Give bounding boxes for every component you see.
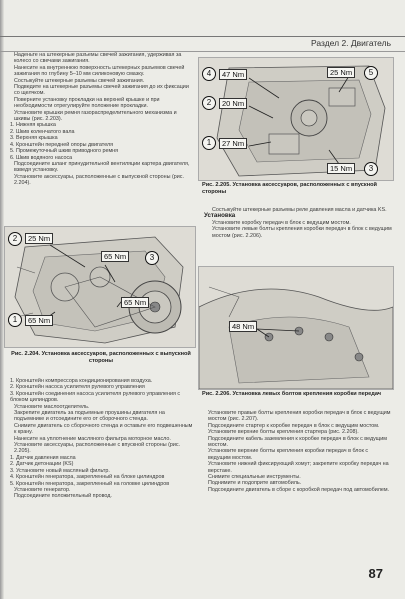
paragraph: Установите нижний фиксирующий хомут; закрепите коробку передач на верстаке. (208, 461, 389, 474)
torque-label: 48 Nm (229, 321, 257, 332)
list-item: 2. Шкив коленчатого вала (10, 128, 75, 135)
paragraph: Поднимите и подоприте автомобиль. (208, 480, 302, 487)
list-item: 3. Установите новый масляный фильтр. (10, 467, 110, 474)
figure-2-204-caption: Рис. 2.204. Установка аксессуаров, расположенных с выпускной стороны (11, 351, 191, 364)
torque-label: 25 Nm (327, 67, 355, 78)
paragraph: Установите аксессуары, расположенные с выпускной стороны (рис. 2.204). (14, 173, 184, 187)
paragraph: Подсоедините кабель заземления к коробке передач в блок с ведущим мостом. (208, 435, 387, 449)
torque-label: 65 Nm (101, 251, 129, 262)
paragraph: Установите аксессуары, расположенные с впускной стороны (рис. 2.205). (14, 442, 181, 455)
list-item: 1. Датчик давления масла (10, 454, 76, 461)
paragraph: Состыкуйте штекерные разъемы реле давления масла и датчика KS. (212, 207, 387, 213)
torque-label: 47 Nm (219, 69, 247, 80)
torque-label: 27 Nm (219, 138, 247, 149)
list-item: 2. Датчик детонации (KS) (10, 461, 74, 468)
torque-label: 25 Nm (25, 233, 53, 244)
marker-4: 4 (202, 67, 216, 81)
list-item: 1. Кронштейн компрессора кондиционирования воздуха. (10, 378, 153, 384)
engine-exhaust-side-drawing (5, 227, 195, 347)
left-bottom-text (6, 378, 194, 500)
torque-label: 15 Nm (327, 163, 355, 174)
paragraph: Поверните установку прокладки на верхней крышке и при необходимости отрегулируйте положение прокладки. (14, 96, 160, 110)
paragraph: Снимите двигатель со сборочного стенда и оставьте его подвешенным к крану. (14, 422, 193, 436)
paragraph: Подсоедините стартер к коробке передач в блок с ведущим мостом. (208, 422, 380, 429)
marker-1: 1 (8, 313, 22, 327)
list-item: 2. Кронштейн насоса усилителя рулевого управления (10, 384, 145, 391)
list-item: 3. Кронштейн соединения насоса усилителя рулевого управления с блоком цилиндров. (10, 390, 181, 404)
paragraph: Состыкуйте штекерные разъемы свечей зажигания. (14, 77, 145, 84)
paragraph: Подсоедините шланг принудительной вентиляции картера двигателя, взведя установку. (14, 160, 190, 174)
paragraph: Установите правые болты крепления коробки передач в блок с ведущим мостом (рис. 2.207). (208, 410, 391, 423)
section-title: Раздел 2. Двигатель (310, 38, 391, 48)
paragraph: Закрепите двигатель за подъемные проушины двигателя на подъемнике и отсоедините его от сборочного стенда. (14, 410, 165, 423)
paragraph: Установите крышки ремня газораспределительного механизма и шкивы (рис. 2.203). (14, 109, 177, 123)
page-header (0, 36, 405, 52)
list-item: 3. Верхняя крышка (10, 135, 58, 142)
paragraph: Установите генератор. (14, 486, 71, 493)
marker-5: 5 (364, 66, 378, 80)
figure-2-205-caption: Рис. 2.205. Установка аксессуаров, расположенных с впускной стороны (202, 182, 377, 195)
list-item: 6. Шкив водяного насоса (10, 154, 73, 161)
figure-2-206 (198, 266, 394, 390)
marker-3: 3 (145, 251, 159, 265)
paragraph: Подсоедините двигатель в сборе с коробкой передач под автомобилем. (208, 486, 390, 493)
paragraph: Нанесите на уплотнение масляного фильтра моторное масло. (14, 435, 171, 442)
paragraph: Установите верхние болты крепления коробки передач в блок с ведущим мостом. (208, 448, 369, 461)
figure-2-206-caption: Рис. 2.206. Установка левых болтов крепления коробки передач (202, 391, 382, 397)
paragraph: Установите коробку передач в блок с ведущим мостом. (212, 219, 351, 226)
right-bottom-text (200, 410, 392, 493)
figure-2-205 (198, 57, 394, 181)
paragraph: Подведите на штекерные разъемы свечей зажигания до их фиксации со щелчком. (14, 84, 189, 97)
list-item: 4. Кронштейн передней опоры двигателя (10, 141, 114, 148)
right-mid-text (204, 207, 394, 239)
list-item: 5. Промежуточный шкив приводного ремня (10, 148, 119, 155)
marker-3: 3 (364, 162, 378, 176)
list-item: 5. Кронштейн генератора, закрепленный на головке цилиндров (10, 480, 170, 487)
torque-label: 65 Nm (121, 297, 149, 308)
torque-label: 20 Nm (219, 98, 247, 109)
list-item: 4. Кронштейн генератора, закрепленный на блоке цилиндров (10, 474, 165, 481)
figure-2-204 (4, 226, 196, 348)
paragraph: Установите маслоотделитель. (14, 403, 90, 410)
left-top-text (6, 52, 194, 187)
torque-label: 65 Nm (25, 315, 53, 326)
page-number: 87 (368, 566, 383, 581)
paragraph: Установите верхние болты крепления стартера (рис. 2.208). (208, 429, 359, 436)
list-item: 1. Нижняя крышка (10, 122, 56, 129)
paragraph: Снимите специальные инструменты. (208, 474, 301, 481)
subsection-heading: Установка (204, 212, 236, 220)
paragraph: Наденьте на штекерные разъемы свечей зажигания, удерживая за колесо со свечами зажигания. (14, 52, 182, 65)
paragraph: Установите левые болты крепления коробки передач в блок с ведущим мостом (рис. 2.206). (212, 226, 392, 239)
paragraph: Нанесите на внутреннюю поверхность штекерных разъемов свечей зажигания по глубину 5–10 мм силиконовую смазку. (14, 64, 185, 78)
marker-2: 2 (8, 232, 22, 246)
marker-2: 2 (202, 96, 216, 110)
paragraph: Подсоедините положительный провод. (14, 493, 112, 500)
marker-1: 1 (202, 136, 216, 150)
